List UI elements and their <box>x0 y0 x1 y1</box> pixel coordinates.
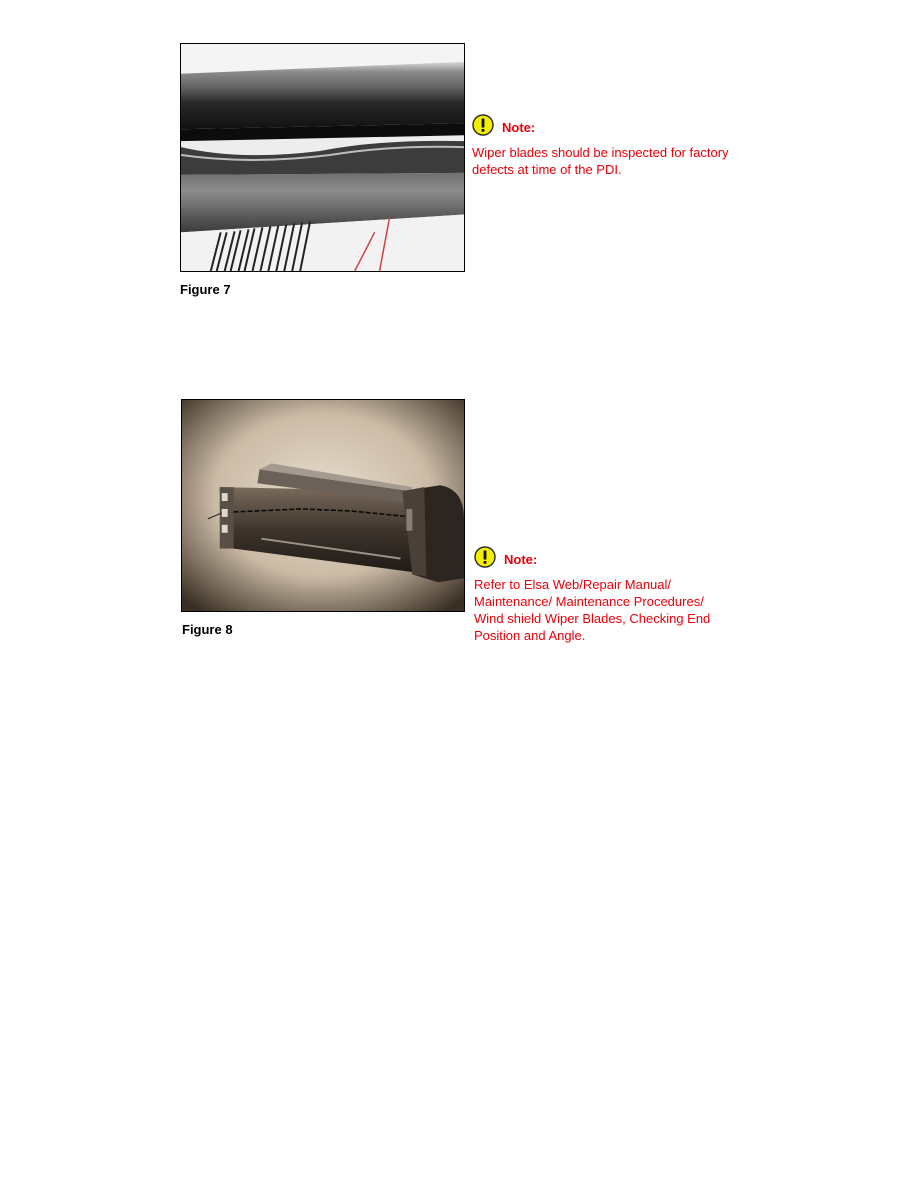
wiper-blade-end-image <box>182 400 464 611</box>
wiper-blade-closeup-image <box>181 44 464 271</box>
figure-8-caption: Figure 8 <box>182 622 233 637</box>
note-1-body: Wiper blades should be inspected for factory defects at time of the PDI. <box>472 145 729 177</box>
note-2 <box>474 542 754 644</box>
figure-7-caption: Figure 7 <box>180 282 231 297</box>
note-1-header <box>472 110 752 136</box>
note-2-title: Note: <box>504 552 538 567</box>
warning-exclamation-icon <box>474 546 496 568</box>
figure-8-photo <box>181 399 465 612</box>
figure-7-photo <box>180 43 465 272</box>
note-2-header <box>474 542 754 568</box>
warning-exclamation-icon <box>472 114 494 136</box>
note-1 <box>472 110 752 178</box>
note-1-title: Note: <box>502 120 536 135</box>
note-2-body: Refer to Elsa Web/Repair Manual/ Maintenance/ Maintenance Procedures/ Wind shield Wiper Blades, Checking End Position and Angle. <box>474 577 711 643</box>
